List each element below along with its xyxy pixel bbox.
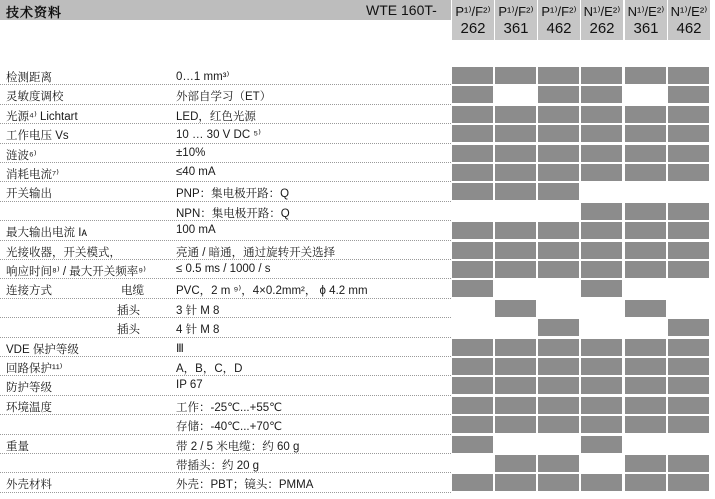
applicability-cell-filled [581,125,622,142]
applicability-cell-filled [495,339,536,356]
applicability-cell-filled [625,397,666,414]
applicability-cell-filled [581,261,622,278]
applicability-cell-filled [538,125,579,142]
spec-value: A，B，C，D [176,363,243,375]
row-divider [0,181,451,182]
applicability-cell-empty [495,436,536,453]
applicability-cell-filled [625,164,666,181]
applicability-cell-filled [452,222,493,239]
applicability-cell-empty [581,319,622,336]
applicability-cell-empty [452,203,493,220]
applicability-cell-filled [452,436,493,453]
applicability-cell-filled [625,106,666,123]
applicability-cell-filled [625,67,666,84]
applicability-cell-filled [625,358,666,375]
variant-label: P¹⁾/F²⁾ [455,4,491,19]
applicability-cell-filled [625,377,666,394]
spec-label: 回路保护¹¹⁾ [6,363,63,375]
model-number: WTE 160T- [366,2,437,18]
applicability-cell-filled [495,145,536,162]
spec-value: 外部自学习（ET） [176,91,272,104]
applicability-cell-filled [495,125,536,142]
variant-header-3 [581,0,623,40]
applicability-cell-empty [495,86,536,103]
spec-value: NPN：集电极开路：Q [176,207,290,220]
variant-number: 361 [503,20,529,37]
applicability-cell-filled [452,280,493,297]
applicability-cell-filled [538,339,579,356]
applicability-cell-filled [538,86,579,103]
applicability-cell-filled [581,106,622,123]
spec-value: 100 mA [176,224,216,237]
applicability-cell-empty [668,183,709,200]
applicability-cell-filled [495,106,536,123]
applicability-cell-filled [495,377,536,394]
applicability-cell-filled [581,145,622,162]
applicability-cell-filled [581,86,622,103]
spec-value: 3 针 M 8 [176,304,220,317]
applicability-cell-empty [452,455,493,472]
sheet-title: 技术资料 [6,5,63,20]
applicability-cell-filled [452,67,493,84]
variant-label: N¹⁾/E²⁾ [583,4,621,19]
applicability-cell-filled [452,474,493,491]
applicability-cell-filled [668,203,709,220]
applicability-cell-empty [581,300,622,317]
row-divider [0,317,451,318]
applicability-cell-filled [452,242,493,259]
spec-label: 开关输出 [6,188,52,201]
spec-label: 检测距离 [6,72,52,84]
variant-label: N¹⁾/E²⁾ [627,4,665,19]
applicability-cell-filled [538,145,579,162]
applicability-cell-filled [581,242,622,259]
variant-header-0 [452,0,494,40]
spec-value: 带插头：约 20 g [176,460,260,472]
applicability-cell-filled [625,474,666,491]
header-bar [0,0,451,20]
applicability-cell-filled [538,106,579,123]
spec-sublabel: 插头 [117,304,140,317]
applicability-cell-empty [581,183,622,200]
variant-number: 361 [633,20,659,37]
spec-label: 工作电压 Vs [6,130,69,143]
applicability-cell-empty [625,319,666,336]
applicability-cell-empty [581,455,622,472]
applicability-cell-empty [538,280,579,297]
applicability-cell-filled [668,222,709,239]
spec-value: IP 67 [176,379,203,392]
applicability-cell-filled [625,416,666,433]
spec-value: ≤40 mA [176,166,216,178]
spec-label: 灵敏度调校 [6,91,64,104]
row-divider [0,337,451,338]
spec-value: ±10% [176,146,206,159]
spec-value: 10 … 30 V DC ⁵⁾ [176,129,261,142]
spec-label: VDE 保护等级 [6,343,79,356]
applicability-cell-filled [668,397,709,414]
applicability-cell-filled [625,222,666,239]
applicability-cell-empty [625,86,666,103]
applicability-cell-empty [668,300,709,317]
spec-label: 最大输出电流 Iᴀ [6,227,88,240]
applicability-cell-empty [668,436,709,453]
variant-header-1 [495,0,537,40]
applicability-cell-filled [495,183,536,200]
applicability-cell-filled [452,377,493,394]
spec-label: 响应时间⁸⁾ / 最大开关频率⁹⁾ [6,266,147,278]
applicability-cell-filled [668,455,709,472]
applicability-cell-filled [668,86,709,103]
applicability-cell-filled [581,397,622,414]
applicability-cell-filled [581,474,622,491]
applicability-cell-filled [581,222,622,239]
spec-label: 防护等级 [6,382,52,395]
applicability-cell-filled [668,339,709,356]
applicability-cell-empty [538,203,579,220]
applicability-cell-filled [452,106,493,123]
applicability-cell-filled [581,339,622,356]
applicability-cell-filled [668,358,709,375]
applicability-cell-filled [495,242,536,259]
spec-label: 涟波⁶⁾ [6,149,37,162]
applicability-cell-filled [452,86,493,103]
applicability-cell-filled [668,377,709,394]
applicability-cell-filled [668,242,709,259]
applicability-cell-filled [581,67,622,84]
spec-label: 外壳材料 [6,479,52,492]
applicability-cell-filled [581,203,622,220]
applicability-cell-filled [538,474,579,491]
spec-value: 存储：-40℃...+70℃ [176,421,283,434]
variant-header-2 [538,0,580,40]
applicability-cell-empty [538,300,579,317]
applicability-cell-filled [538,67,579,84]
applicability-cell-filled [538,397,579,414]
applicability-cell-filled [668,261,709,278]
variant-label: N¹⁾/E²⁾ [670,4,708,19]
applicability-cell-filled [538,242,579,259]
spec-value: PNP：集电极开路：Q [176,188,290,201]
applicability-cell-filled [495,300,536,317]
applicability-cell-filled [625,125,666,142]
applicability-cell-filled [668,67,709,84]
spec-value: 0…1 mm³⁾ [176,71,230,83]
applicability-cell-filled [452,164,493,181]
spec-value: 亮通 / 暗通，通过旋转开关选择 [176,246,336,259]
spec-label: 重量 [6,440,29,453]
applicability-cell-filled [581,164,622,181]
spec-label: 消耗电流⁷⁾ [6,169,59,181]
applicability-cell-filled [581,280,622,297]
variant-number: 462 [546,20,572,37]
variant-label: P¹⁾/F²⁾ [498,4,534,19]
applicability-cell-filled [538,164,579,181]
applicability-cell-filled [452,145,493,162]
spec-sublabel: 插头 [117,324,140,337]
variant-header-5 [668,0,710,40]
applicability-cell-filled [538,222,579,239]
applicability-cell-filled [538,261,579,278]
applicability-cell-filled [495,164,536,181]
applicability-cell-filled [668,319,709,336]
row-divider [0,84,451,85]
applicability-cell-empty [625,183,666,200]
spec-value: 4 针 M 8 [176,324,220,337]
applicability-cell-empty [452,319,493,336]
variant-number: 262 [589,20,615,37]
applicability-cell-filled [581,358,622,375]
applicability-cell-filled [625,339,666,356]
spec-label: 连接方式 [6,285,52,298]
spec-sublabel: 电缆 [121,285,144,298]
applicability-cell-filled [538,377,579,394]
applicability-cell-filled [495,67,536,84]
row-divider [0,162,451,163]
applicability-cell-empty [538,436,579,453]
applicability-cell-filled [452,358,493,375]
applicability-cell-filled [495,261,536,278]
applicability-cell-filled [625,145,666,162]
applicability-cell-filled [495,397,536,414]
spec-value: 工作：-25℃...+55℃ [176,401,283,414]
applicability-cell-filled [625,455,666,472]
applicability-cell-filled [625,242,666,259]
spec-value: LED，红色光源 [176,110,256,123]
spec-label: 环境温度 [6,401,52,414]
spec-label: 光接收器，开关模式， [6,246,121,259]
applicability-cell-empty [625,280,666,297]
variant-number: 462 [676,20,702,37]
applicability-cell-filled [538,455,579,472]
spec-label: 光源⁴⁾ Lichtart [6,110,78,123]
applicability-cell-filled [495,474,536,491]
applicability-cell-empty [495,280,536,297]
applicability-cell-filled [495,455,536,472]
applicability-cell-filled [668,474,709,491]
applicability-cell-empty [668,280,709,297]
applicability-cell-filled [538,416,579,433]
applicability-cell-filled [495,222,536,239]
spec-value: Ⅲ [176,342,184,355]
applicability-cell-filled [581,416,622,433]
applicability-cell-filled [581,436,622,453]
applicability-cell-filled [581,377,622,394]
applicability-cell-filled [452,125,493,142]
applicability-cell-filled [538,319,579,336]
applicability-cell-filled [625,300,666,317]
applicability-cell-filled [495,416,536,433]
applicability-cell-filled [538,183,579,200]
applicability-cell-filled [452,397,493,414]
applicability-cell-empty [452,300,493,317]
applicability-cell-filled [668,416,709,433]
applicability-cell-filled [625,261,666,278]
applicability-cell-filled [495,358,536,375]
applicability-cell-empty [495,203,536,220]
row-divider [0,395,451,396]
spec-value: ≤ 0.5 ms / 1000 / s [176,263,271,275]
spec-value: PVC，2 m ⁹⁾，4×0.2mm²， ϕ 4.2 mm [176,285,368,298]
applicability-cell-filled [452,261,493,278]
applicability-cell-filled [668,164,709,181]
applicability-cell-filled [668,145,709,162]
variant-header-4 [625,0,667,40]
applicability-cell-filled [452,339,493,356]
applicability-cell-empty [495,319,536,336]
spec-value: 带 2 / 5 米电缆：约 60 g [176,440,300,453]
applicability-cell-empty [625,436,666,453]
variant-label: P¹⁾/F²⁾ [541,4,577,19]
applicability-cell-filled [538,358,579,375]
applicability-cell-filled [452,183,493,200]
variant-number: 262 [460,20,486,37]
applicability-cell-filled [668,106,709,123]
spec-value: 外壳：PBT；镜头：PMMA [176,479,314,492]
applicability-cell-filled [625,203,666,220]
applicability-cell-filled [452,416,493,433]
applicability-cell-filled [668,125,709,142]
